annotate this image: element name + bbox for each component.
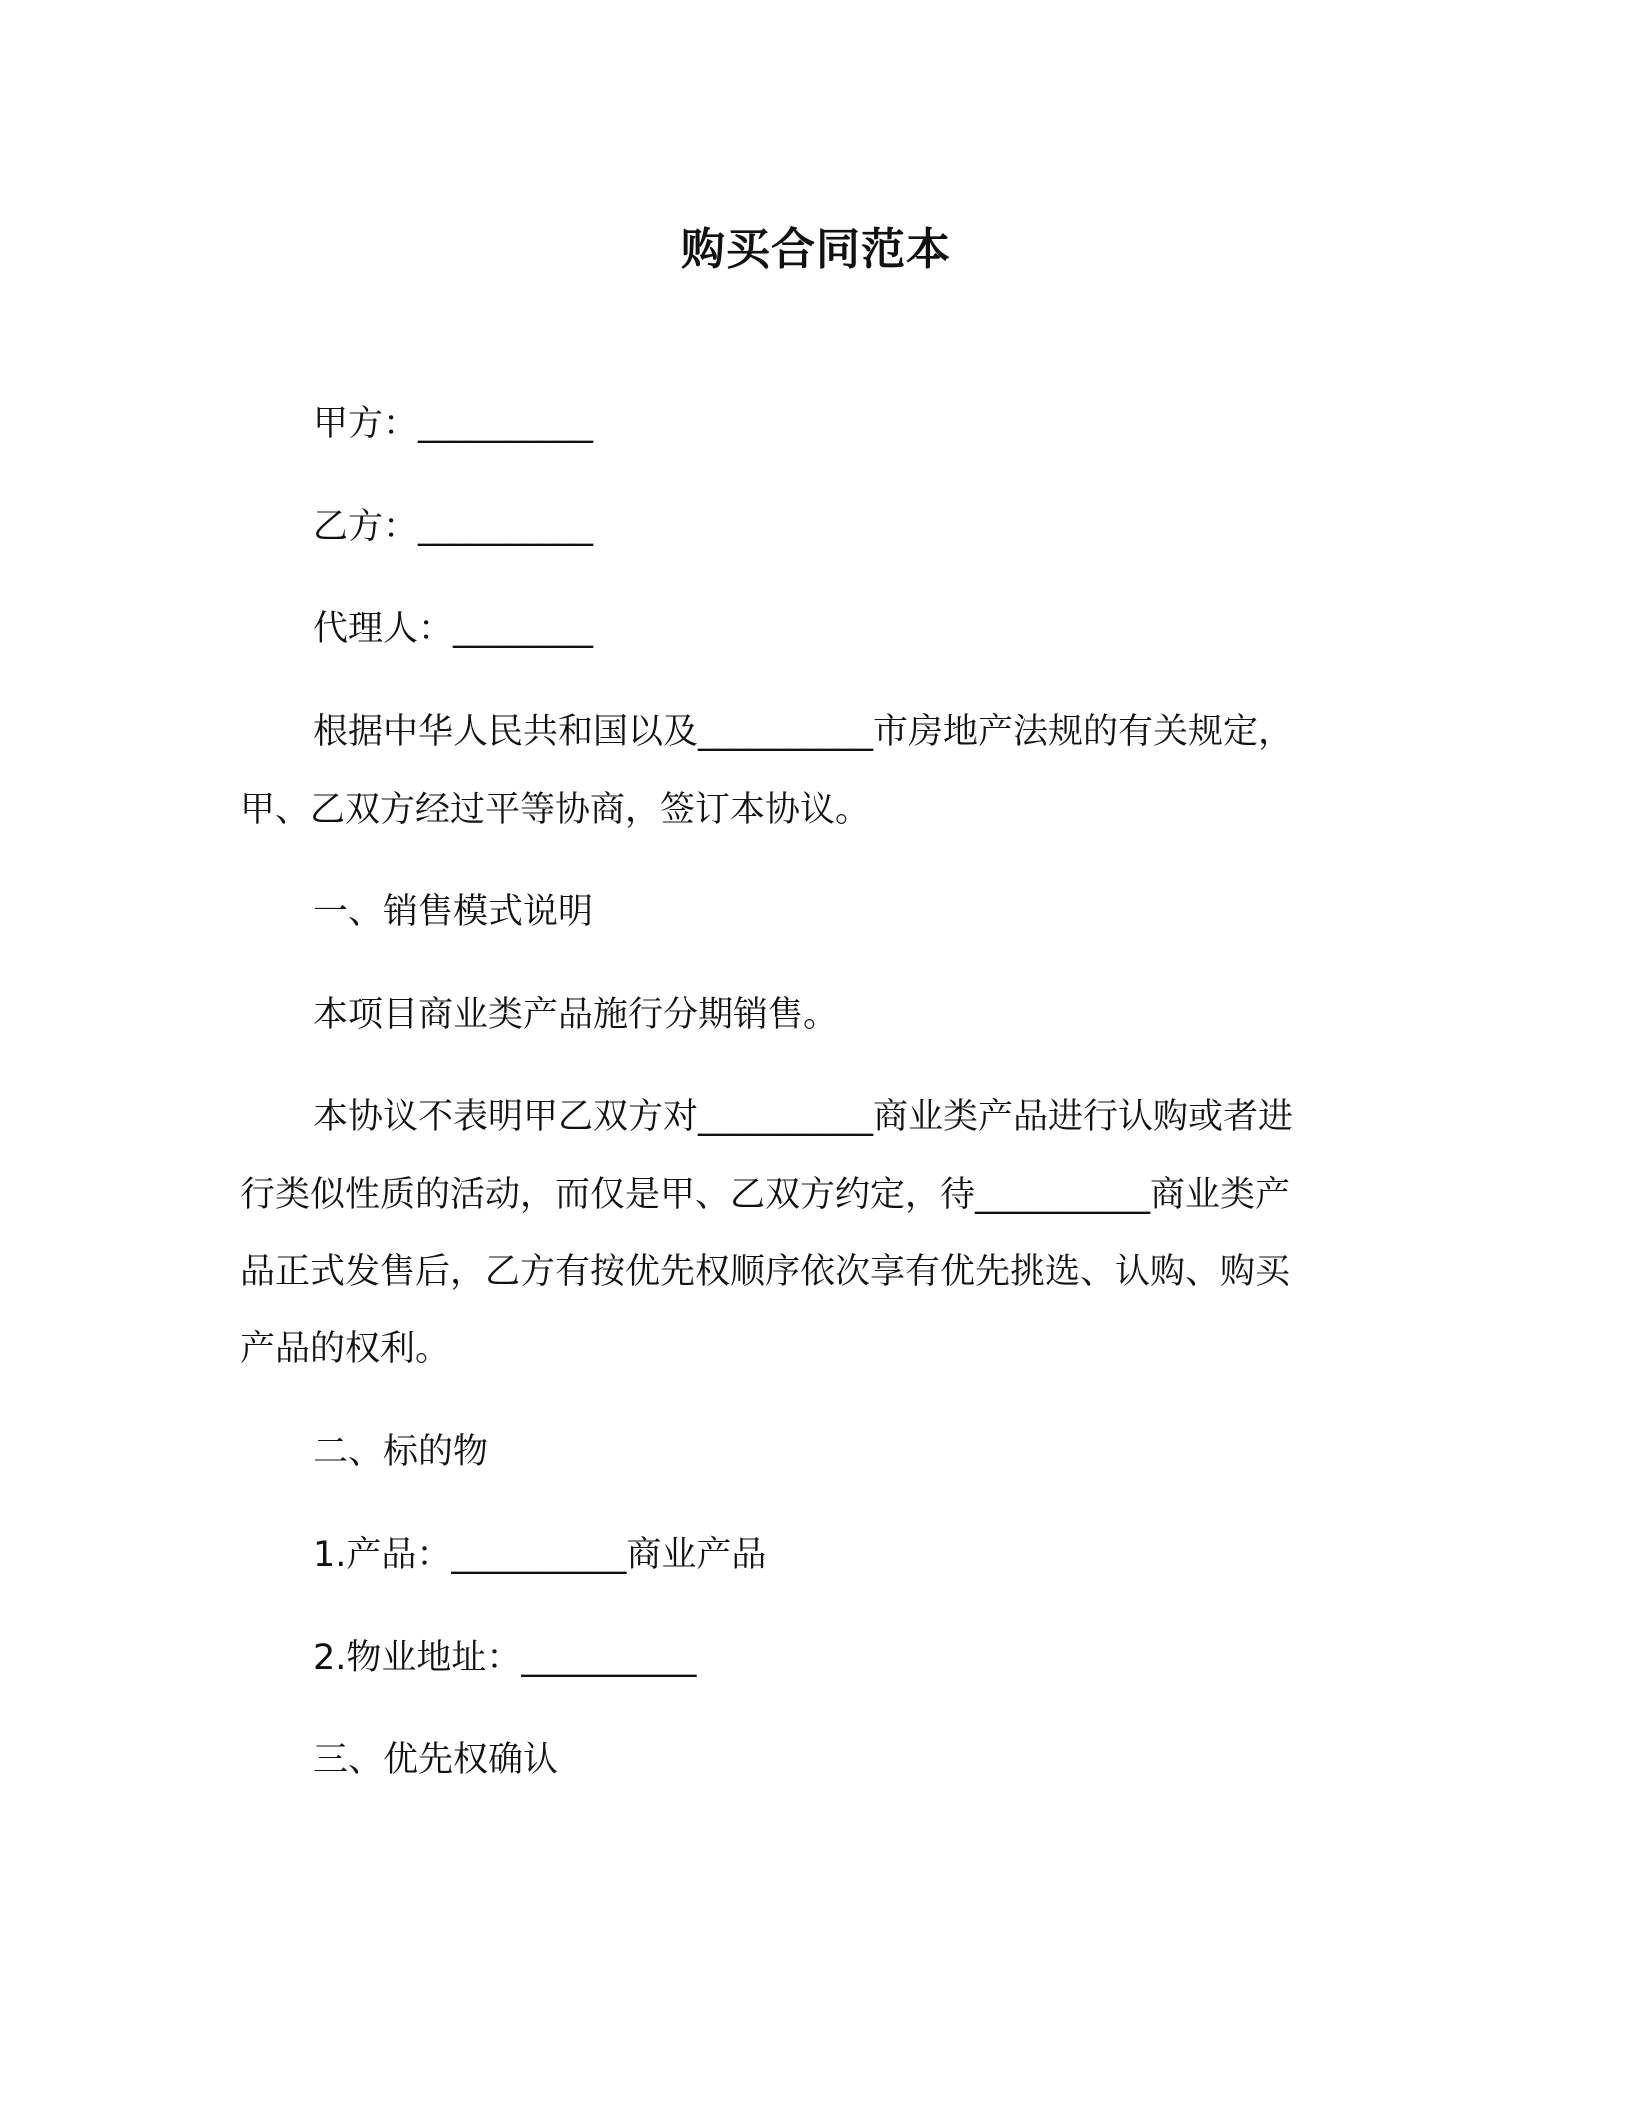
party-a-line: 甲方：__________ (313, 404, 594, 444)
section1-para1: 本项目商业类产品施行分期销售。 (313, 995, 839, 1035)
document-title: 购买合同范本 (681, 224, 951, 275)
party-b-line: 乙方：__________ (313, 507, 594, 547)
intro-line-1: 根据中华人民共和国以及__________市房地产法规的有关规定， (313, 712, 1294, 752)
section2-heading: 二、标的物 (313, 1432, 489, 1472)
section2-item1: 1.产品：__________商业产品 (313, 1535, 767, 1575)
section1-heading: 一、销售模式说明 (313, 892, 594, 932)
agent-line: 代理人：________ (313, 609, 594, 649)
section1-para2-line1: 本协议不表明甲乙双方对__________商业类产品进行认购或者进 (313, 1097, 1294, 1137)
section3-heading: 三、优先权确认 (313, 1740, 559, 1780)
section1-para2-line3: 品正式发售后，乙方有按优先权顺序依次享有优先挑选、认购、购买 (240, 1252, 1291, 1292)
section1-para2-line2: 行类似性质的活动，而仅是甲、乙双方约定，待__________商业类产 (240, 1175, 1291, 1215)
section2-item2: 2.物业地址：__________ (313, 1638, 697, 1678)
section1-para2-line4: 产品的权利。 (240, 1329, 451, 1369)
intro-line-2: 甲、乙双方经过平等协商，签订本协议。 (240, 790, 871, 830)
